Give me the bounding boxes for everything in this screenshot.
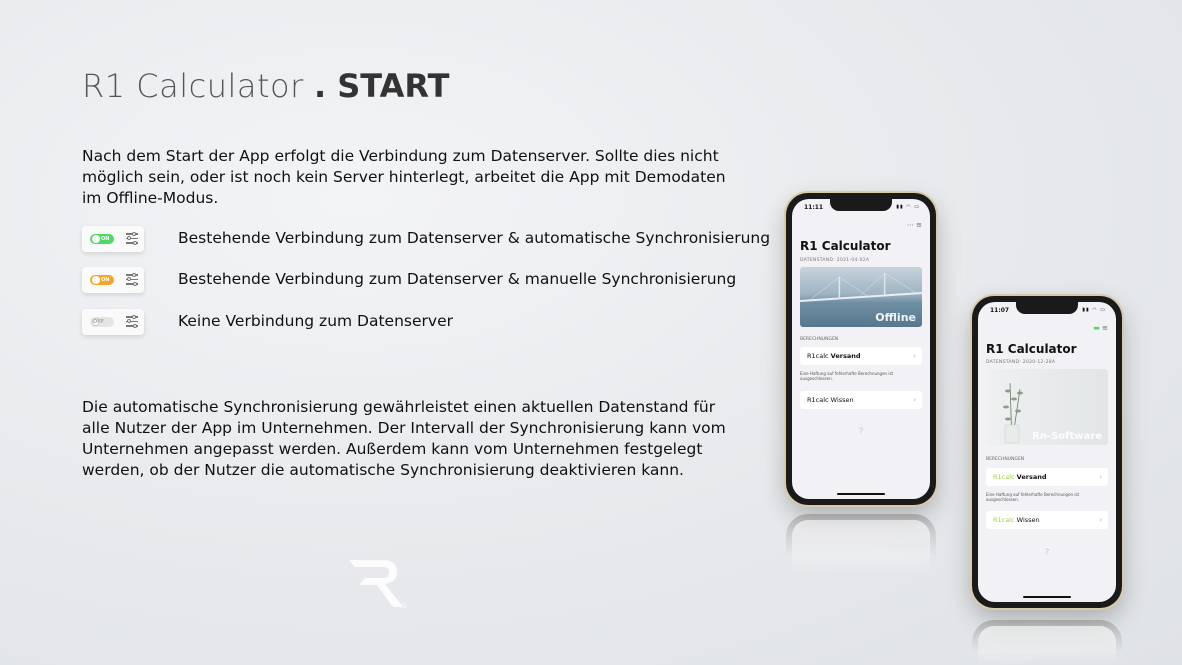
sliders-icon: [126, 233, 138, 245]
sliders-icon: [126, 316, 138, 328]
status-icons: ▮▮ ◠ ▭: [896, 204, 920, 210]
rn-logo-icon: [345, 552, 415, 612]
item-prefix: R1calc: [807, 352, 829, 360]
list-item-versand[interactable]: [800, 347, 922, 365]
state-label: Bestehende Verbindung zum Datenserver & manuelle Synchronisierung: [178, 270, 737, 288]
state-row-auto-sync: [82, 225, 771, 253]
item-prefix: R1calc: [807, 396, 829, 404]
menu-icon[interactable]: ⋯ ≡: [906, 221, 922, 229]
date-label: DATENSTAND: 2021-04-02A: [800, 258, 870, 263]
state-row-manual-sync: [82, 266, 737, 294]
title-app-name: R1 Calculator: [82, 67, 304, 105]
section-header: BERECHNUNGEN: [986, 457, 1025, 462]
item-name: Wissen: [830, 396, 854, 404]
toggle-off-icon: [90, 317, 114, 327]
phone-offline-screenshot: [786, 193, 936, 505]
chevron-right-icon: ›: [913, 352, 916, 360]
chevron-right-icon: ›: [913, 396, 916, 404]
state-label: Keine Verbindung zum Datenserver: [178, 312, 453, 330]
image-caption: Offline: [875, 311, 916, 324]
header-image: [986, 369, 1108, 445]
description-text: Die automatische Synchronisierung gewährleistet einen aktuellen Datenstand für alle Nutzer der App im Unternehmen. Der Intervall der Synchronisierung kann vom Unternehmen angepasst werden. Außerdem kann vom Unternehmen festgelegt werden, ob der Nutzer die automatische Synchronisierung deaktivieren kann.: [82, 398, 726, 479]
header-image: [800, 267, 922, 327]
phone-online-screenshot: [972, 296, 1122, 608]
item-prefix: R1calc: [993, 473, 1015, 481]
image-caption: Rn-Software: [1032, 431, 1102, 442]
toggle-text: ON: [101, 277, 110, 283]
chevron-right-icon: ›: [1099, 473, 1102, 481]
toggle-text: ON: [101, 236, 110, 242]
phone2-reflection: [972, 620, 1122, 665]
app-title: R1 Calculator: [986, 342, 1077, 356]
phone1-reflection: [786, 514, 936, 574]
chevron-right-icon: ›: [1099, 516, 1102, 524]
toggle-badge: [82, 226, 144, 252]
section-header: BERECHNUNGEN: [800, 337, 839, 342]
sliders-icon: [126, 274, 138, 286]
status-icons: ▮▮ ◠ ▭: [1082, 307, 1106, 313]
state-row-no-connection: [82, 308, 453, 336]
disclaimer-note: Eine Haftung auf fehlerhafte Berechnungen ist ausgeschlossen.: [800, 371, 894, 381]
toggle-on-green-icon: [90, 234, 114, 244]
toggle-badge: [82, 309, 144, 335]
list-item-wissen[interactable]: [986, 511, 1108, 529]
date-label: DATENSTAND: 2020-12-28A: [986, 360, 1056, 365]
help-icon[interactable]: ?: [858, 427, 864, 437]
app-title: R1 Calculator: [800, 239, 891, 253]
list-item-versand[interactable]: [986, 468, 1108, 486]
page-title: [82, 66, 449, 106]
item-name: Versand: [1016, 473, 1047, 481]
help-icon[interactable]: ?: [1044, 548, 1050, 558]
item-prefix: R1calc: [993, 516, 1015, 524]
disclaimer-note: Eine Haftung auf fehlerhafte Berechnungen ist ausgeschlossen.: [986, 492, 1080, 502]
home-indicator: [837, 493, 885, 495]
status-time: 11:07: [990, 307, 1010, 314]
intro-text: Nach dem Start der App erfolgt die Verbindung zum Datenserver. Sollte dies nicht möglich sein, oder ist noch kein Server hinterlegt, arbeitet die App mit Demodaten im Offline-Modus.: [82, 147, 726, 207]
toggle-text: OFF: [93, 319, 105, 325]
sync-status-menu-icon[interactable]: ▬ ≡: [1093, 324, 1108, 332]
status-time: 11:11: [804, 204, 824, 211]
home-indicator: [1023, 596, 1071, 598]
phone1-screen: [792, 199, 930, 499]
toggle-badge: [82, 267, 144, 293]
phone2-screen: [978, 302, 1116, 602]
item-name: Versand: [830, 352, 861, 360]
item-name: Wissen: [1016, 516, 1040, 524]
plant-image: [994, 369, 1034, 445]
list-item-wissen[interactable]: [800, 391, 922, 409]
svg-text:n: n: [401, 600, 407, 610]
toggle-on-orange-icon: [90, 275, 114, 285]
title-section: . START: [313, 67, 450, 105]
state-label: Bestehende Verbindung zum Datenserver & automatische Synchronisierung: [178, 229, 771, 247]
